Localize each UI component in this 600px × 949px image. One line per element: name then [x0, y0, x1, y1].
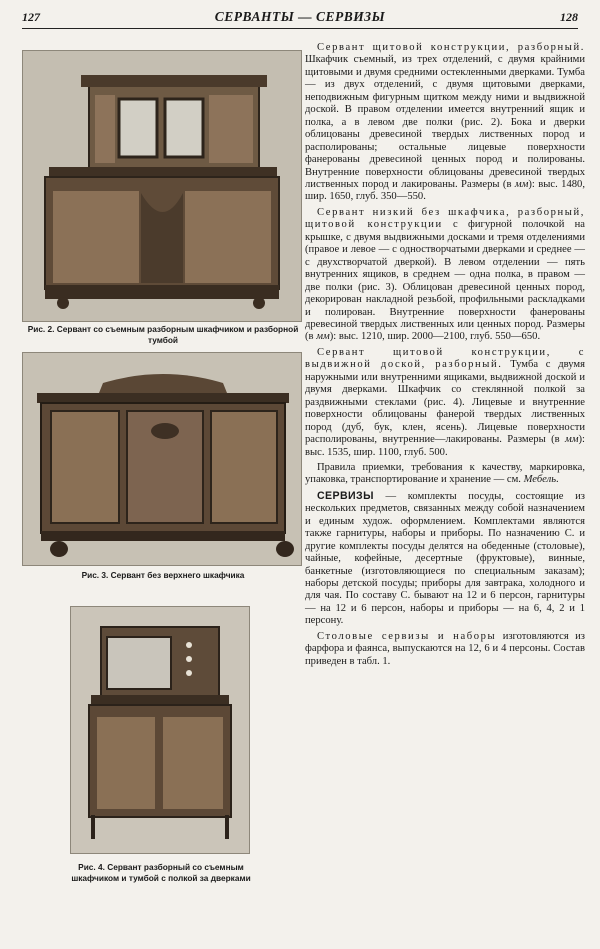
paragraph-body: Правила приемки, требования к качеству, маркировка, упаковка, транспортирование и хранение — см. [305, 461, 585, 486]
article-text-column [305, 42, 585, 668]
paragraph-rules-reference [305, 462, 585, 487]
paragraph-end: ): выс. 1480, шир. 1650, глуб. 350—550. [305, 178, 585, 203]
running-header [22, 6, 578, 29]
running-title: СЕРВАНТЫ — СЕРВИЗЫ [214, 9, 386, 24]
paragraph-body: Тумба с двумя наружными или внутренними ящиками, выдвижной доской и двумя дверками. Шкафчик со стеклянной полкой за раздвижными стеклами (рис. 4). Лицевые и внутренние поверхности облицованы фанерой твердых лиственных пород (дуб, бук, клен, ясень). Лицевые поверхности располированы, внутренние—лакированы. Размеры (в [305, 359, 585, 446]
term-drawer-sideboard: Сервант щитовой конструкции, с выдвижной доской, разборный. [305, 346, 585, 371]
figure-3-image [22, 352, 302, 566]
figure-4-caption: Рис. 4. Сервант разборный со съемным шкафчиком и тумбой с полкой за дверками [71, 862, 251, 883]
paragraph-end: ): выс. 1210, шир. 2000—2100, глуб. 550—650. [329, 331, 541, 343]
paragraph-sideboard-drawer [305, 347, 585, 459]
paragraph-sideboard-shield [305, 42, 585, 204]
paragraph-sideboard-low [305, 207, 585, 344]
term-shield-sideboard: Сервант щитовой конструкции, разборный. [317, 42, 585, 53]
figure-3-caption: Рис. 3. Сервант без верхнего шкафчика [81, 570, 245, 580]
figure-4-image [70, 606, 250, 854]
page-number-right: 128 [559, 9, 578, 24]
low-sideboard-illustration [23, 353, 301, 565]
paragraph-end: . [556, 474, 559, 486]
cross-reference-mebel: Мебель [523, 474, 557, 486]
sectional-sideboard-illustration [71, 607, 249, 853]
paragraph-servizy-entry [305, 490, 585, 628]
term-table-sets: Столовые сервизы и наборы [317, 630, 497, 642]
headword-servizy: СЕРВИЗЫ [317, 489, 374, 502]
paragraph-body: изготовляются из фарфора и фаянса, выпускаются на 12, 6 и 4 персоны. Состав приведен в табл. 1. [305, 630, 585, 667]
unit-mm: мм [564, 434, 579, 446]
figure-2-caption: Рис. 2. Сервант со съемным разборным шкафчиком и разборной тумбой [27, 324, 299, 345]
paragraph-body: — комплекты посуды, состоящие из нескольких предметов, связанных между собой назначением и единым худож. оформлением. Комплектами являются также гарнитуры, наборы и приборы. По назначению С. и другие комплекты посуды делятся на обеденные (столовые), чайные, кофейные, десертные (фруктовые), винные, банкетные (изготовляющиеся по специальным заказам); наборы детской посуды; приборы для завтрака, холодного и для чая. По составу С. бывают на 12 и 6 персон, гарнитуры — на 12 и 6 персон, наборы и приборы — на 6, 4, 2 и 1 персону. [305, 490, 585, 627]
unit-mm: мм [316, 331, 330, 343]
page-number-left: 127 [22, 9, 40, 24]
paragraph-body: с фигурной полочкой на крышке, с двумя выдвижными досками и тремя отделениями (правое и левое — с одностворчатыми дверками и среднее — с двухстворчатой дверкой). В левом отделении — пять внутренних ящиков, в среднем — одна полка, в правом — две полки (рис. 3). Облицован древесиной ценных пород, декорирован накладной резьбой, профильными раскладками и полирован. Внутренние поверхности фанерованы древесиной твердых лиственных или ценных пород. Размеры (в [305, 219, 585, 343]
paragraph-table-sets [305, 631, 585, 668]
paragraph-body: Шкафчик съемный, из трех отделений, с двумя крайними щитовыми и двумя средними остекленными дверками. Тумба — из двух отделений, с двумя щитовыми дверками, неподвижным фигурным щитком между ними и выдвижной доской. В правом отделении имеется внутренний ящик и полка, а в левом две полки (рис. 2). Бока и дверки облицованы древесиной твердых лиственных пород и располированы; остальные лицевые поверхности фанерованы древесиной ценных пород и полированы. Внутренние поверхности облицованы древесиной твердых лиственных пород и лакированы. Размеры (в [305, 54, 585, 190]
term-low-sideboard: Сервант низкий без шкафчика, разборный, щитовой конструкции [305, 206, 585, 231]
paragraph-end: ): выс. 1535, шир. 1100, глуб. 500. [305, 434, 585, 458]
unit-mm: мм [514, 178, 529, 190]
sideboard-with-cabinet-illustration [23, 51, 301, 321]
figure-2-image [22, 50, 302, 322]
